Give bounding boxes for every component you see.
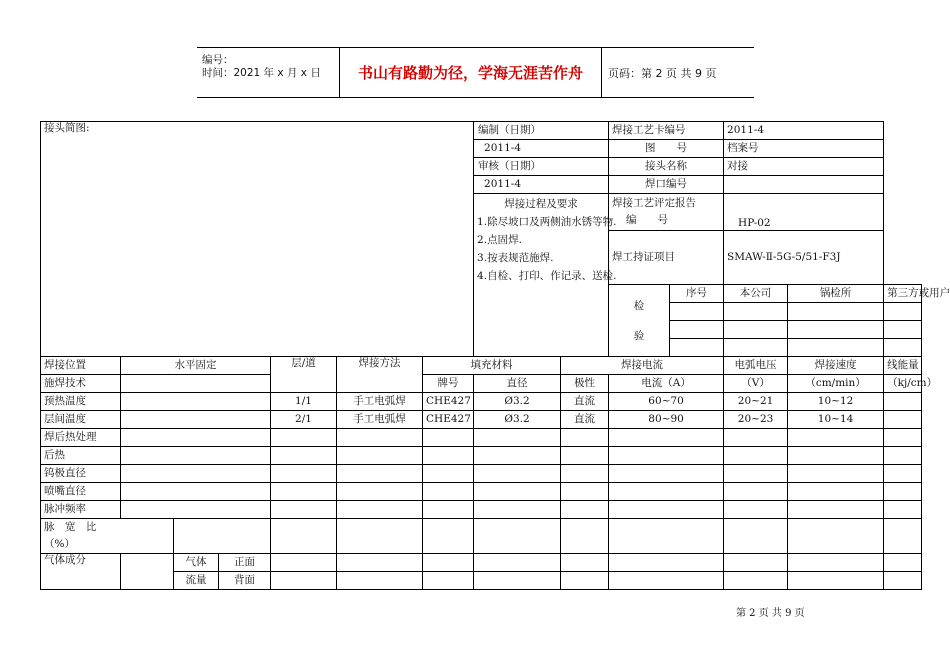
- pulse-ratio-line: （%）: [44, 538, 75, 550]
- blank-cell: [609, 483, 724, 501]
- blank-cell: [121, 411, 271, 429]
- blank-cell: [788, 483, 884, 501]
- blank-cell: [788, 447, 884, 465]
- blank-cell: [609, 572, 724, 590]
- energy-value: [884, 411, 922, 429]
- inspect-cell: [670, 321, 724, 339]
- blank-cell: [423, 554, 474, 572]
- voltage-unit: （V）: [724, 375, 788, 393]
- layer-value: 2/1: [271, 411, 337, 429]
- row-label: 气体成分: [41, 554, 121, 590]
- gas-label: 气体: [174, 554, 219, 572]
- diameter-value: Ø3.2: [474, 393, 561, 411]
- param-row: [41, 501, 922, 519]
- blank-cell: [271, 554, 337, 572]
- blank-cell: [423, 429, 474, 447]
- blank-cell: [474, 501, 561, 519]
- row-label: 喷嘴直径: [41, 483, 121, 501]
- process-cell: [474, 194, 617, 357]
- param-row: [41, 447, 922, 465]
- row-label: 层间温度: [41, 411, 121, 429]
- blank-cell: [788, 554, 884, 572]
- weld-position-value: 水平固定: [121, 357, 271, 375]
- weld-no-value: [724, 176, 884, 194]
- param-row: [41, 554, 922, 572]
- current-a-header: 电流（A）: [609, 375, 724, 393]
- voltage-header: 电弧电压: [724, 357, 788, 375]
- process-step: 2.点固焊.: [477, 234, 522, 246]
- reviewed-value: 2011-4: [474, 176, 609, 194]
- pqr-value: HP-02: [724, 194, 884, 231]
- row-label: 焊后热处理: [41, 429, 121, 447]
- pqr-label-line: 焊接工艺评定报告: [612, 197, 697, 209]
- inspect-boiler-header: 锅检所: [788, 285, 884, 303]
- energy-header: 线能量: [884, 357, 922, 375]
- inspect-cell: [884, 321, 922, 339]
- blank-cell: [561, 519, 609, 554]
- blank-cell: [121, 429, 271, 447]
- blank-cell: [724, 572, 788, 590]
- blank-cell: [337, 554, 423, 572]
- param-row: [41, 393, 922, 411]
- blank-cell: [884, 465, 922, 483]
- blank-cell: [474, 447, 561, 465]
- blank-cell: [423, 483, 474, 501]
- blank-cell: [271, 572, 337, 590]
- brand-header: 牌号: [423, 375, 474, 393]
- param-row: [41, 429, 922, 447]
- blank-cell: [474, 519, 561, 554]
- blank-cell: [271, 465, 337, 483]
- blank-cell: [121, 393, 271, 411]
- polarity-header: 极性: [561, 375, 609, 393]
- blank-cell: [884, 554, 922, 572]
- flow-label: 流量: [174, 572, 219, 590]
- diameter-header: 直径: [474, 375, 561, 393]
- joint-sketch-cell: [41, 122, 474, 357]
- blank-cell: [271, 483, 337, 501]
- blank-cell: [474, 465, 561, 483]
- blank-cell: [724, 447, 788, 465]
- inspect-cell: [670, 339, 724, 357]
- inspect-cell: [788, 303, 884, 321]
- blank-cell: [121, 483, 271, 501]
- card-no-value: 2011-4: [724, 122, 884, 140]
- blank-cell: [337, 483, 423, 501]
- blank-cell: [884, 501, 922, 519]
- method-value: 手工电弧焊: [337, 393, 423, 411]
- blank-cell: [609, 429, 724, 447]
- method-value: 手工电弧焊: [337, 411, 423, 429]
- param-row: [41, 483, 922, 501]
- inspect-cell: [670, 303, 724, 321]
- pulse-ratio-line: 脉 宽 比: [44, 521, 97, 533]
- method-header: 焊接方法: [337, 357, 423, 393]
- blank-cell: [271, 519, 337, 554]
- blank-cell: [724, 483, 788, 501]
- row-label: 钨极直径: [41, 465, 121, 483]
- blank-cell: [423, 519, 474, 554]
- blank-cell: [561, 483, 609, 501]
- inspect-cell: [724, 339, 788, 357]
- inspect-seq-header: 序号: [670, 285, 724, 303]
- row-label: 脉冲频率: [41, 501, 121, 519]
- inspect-cell: [724, 303, 788, 321]
- process-title: 焊接过程及要求: [504, 198, 578, 210]
- voltage-value: 20~23: [724, 411, 788, 429]
- compiled-label: 编制（日期）: [474, 122, 609, 140]
- row-label: 后热: [41, 447, 121, 465]
- blank-cell: [788, 501, 884, 519]
- blank-cell: [174, 519, 271, 554]
- page-header: [197, 47, 754, 98]
- blank-cell: [337, 447, 423, 465]
- energy-unit: （kj/cm）: [884, 375, 922, 393]
- blank-cell: [271, 447, 337, 465]
- param-row: [41, 519, 922, 554]
- blank-cell: [561, 447, 609, 465]
- diameter-value: Ø3.2: [474, 411, 561, 429]
- weld-no-label: 焊口编号: [609, 176, 724, 194]
- blank-cell: [724, 519, 788, 554]
- inspection-char: 验: [633, 329, 645, 342]
- blank-cell: [609, 465, 724, 483]
- blank-cell: [121, 465, 271, 483]
- inspection-char: 检: [633, 299, 645, 312]
- archive-label: 档案号: [724, 140, 884, 158]
- header-meta: [197, 48, 340, 97]
- blank-cell: [423, 447, 474, 465]
- filler-header: 填充材料: [423, 357, 561, 375]
- page-footer: 第 2 页 共 9 页: [736, 608, 805, 619]
- front-label: 正面: [219, 554, 271, 572]
- slogan: 书山有路勤为径，学海无涯苦作舟: [340, 48, 602, 97]
- card-no-label: 焊接工艺卡编号: [609, 122, 724, 140]
- blank-cell: [121, 554, 174, 590]
- blank-cell: [474, 429, 561, 447]
- speed-header: 焊接速度: [788, 357, 884, 375]
- inspect-company-header: 本公司: [724, 285, 788, 303]
- brand-value: CHE427: [423, 411, 474, 429]
- blank-cell: [884, 483, 922, 501]
- speed-value: 10~14: [788, 411, 884, 429]
- blank-cell: [609, 554, 724, 572]
- energy-value: [884, 393, 922, 411]
- pqr-label: [609, 194, 724, 231]
- inspect-cell: [884, 303, 922, 321]
- technique-label: 施焊技术: [41, 375, 121, 393]
- blank-cell: [337, 572, 423, 590]
- blank-cell: [561, 501, 609, 519]
- blank-cell: [788, 465, 884, 483]
- row-label: [41, 519, 174, 554]
- blank-cell: [561, 429, 609, 447]
- drawing-label: 图 号: [609, 140, 724, 158]
- time-label: 时间：2021 年 x 月 x 日: [202, 67, 321, 79]
- blank-cell: [337, 465, 423, 483]
- joint-name-label: 接头名称: [609, 158, 724, 176]
- blank-cell: [788, 429, 884, 447]
- blank-cell: [884, 429, 922, 447]
- blank-cell: [561, 465, 609, 483]
- blank-cell: [884, 447, 922, 465]
- blank-cell: [121, 447, 271, 465]
- inspect-cell: [788, 321, 884, 339]
- blank-cell: [423, 572, 474, 590]
- blank-cell: [423, 465, 474, 483]
- layer-header: 层/道: [271, 357, 337, 393]
- speed-unit: （cm/min）: [788, 375, 884, 393]
- param-row: [41, 572, 922, 590]
- blank-cell: [337, 429, 423, 447]
- blank-cell: [423, 501, 474, 519]
- blank-cell: [337, 501, 423, 519]
- current-value: 60~70: [609, 393, 724, 411]
- blank-cell: [884, 519, 922, 554]
- cert-label: 焊工持证项目: [609, 231, 724, 285]
- welding-procedure-card: [40, 121, 950, 590]
- number-label: 编号：: [202, 54, 234, 66]
- current-header: 焊接电流: [561, 357, 724, 375]
- technique-value: [121, 375, 271, 393]
- blank-cell: [609, 447, 724, 465]
- reviewed-label: 审核（日期）: [474, 158, 609, 176]
- layer-value: 1/1: [271, 393, 337, 411]
- joint-sketch-label: 接头简图:: [44, 122, 90, 134]
- brand-value: CHE427: [423, 393, 474, 411]
- cert-value: SMAW-Ⅱ-5G-5/51-F3J: [724, 231, 884, 285]
- back-label: 背面: [219, 572, 271, 590]
- blank-cell: [271, 501, 337, 519]
- blank-cell: [884, 572, 922, 590]
- joint-name-value: 对接: [724, 158, 884, 176]
- pqr-label-line: 编 号: [626, 214, 669, 226]
- page-indicator: 页码：第 2 页 共 9 页: [608, 66, 717, 80]
- blank-cell: [474, 554, 561, 572]
- blank-cell: [609, 501, 724, 519]
- process-step: 3.按表规范施焊.: [477, 252, 554, 264]
- inspect-cell: [884, 339, 922, 357]
- blank-cell: [561, 554, 609, 572]
- blank-cell: [724, 554, 788, 572]
- process-step: 1.除尽坡口及两侧油水锈等物.: [477, 216, 617, 228]
- param-row: [41, 411, 922, 429]
- speed-value: 10~12: [788, 393, 884, 411]
- blank-cell: [788, 519, 884, 554]
- blank-cell: [121, 501, 271, 519]
- process-step: 4.自检、打印、作记录、送检.: [477, 270, 617, 282]
- blank-cell: [474, 483, 561, 501]
- polarity-value: 直流: [561, 411, 609, 429]
- blank-cell: [724, 501, 788, 519]
- blank-cell: [724, 429, 788, 447]
- inspect-cell: [788, 339, 884, 357]
- blank-cell: [788, 572, 884, 590]
- weld-position-label: 焊接位置: [41, 357, 121, 375]
- blank-cell: [609, 519, 724, 554]
- polarity-value: 直流: [561, 393, 609, 411]
- inspect-cell: [724, 321, 788, 339]
- blank-cell: [271, 429, 337, 447]
- current-value: 80~90: [609, 411, 724, 429]
- row-label: 预热温度: [41, 393, 121, 411]
- blank-cell: [474, 572, 561, 590]
- inspect-third-header: 第三方或用户: [884, 285, 922, 303]
- blank-cell: [724, 465, 788, 483]
- inspection-label: [609, 285, 670, 357]
- compiled-value: 2011-4: [474, 140, 609, 158]
- blank-cell: [337, 519, 423, 554]
- blank-cell: [561, 572, 609, 590]
- voltage-value: 20~21: [724, 393, 788, 411]
- param-row: [41, 465, 922, 483]
